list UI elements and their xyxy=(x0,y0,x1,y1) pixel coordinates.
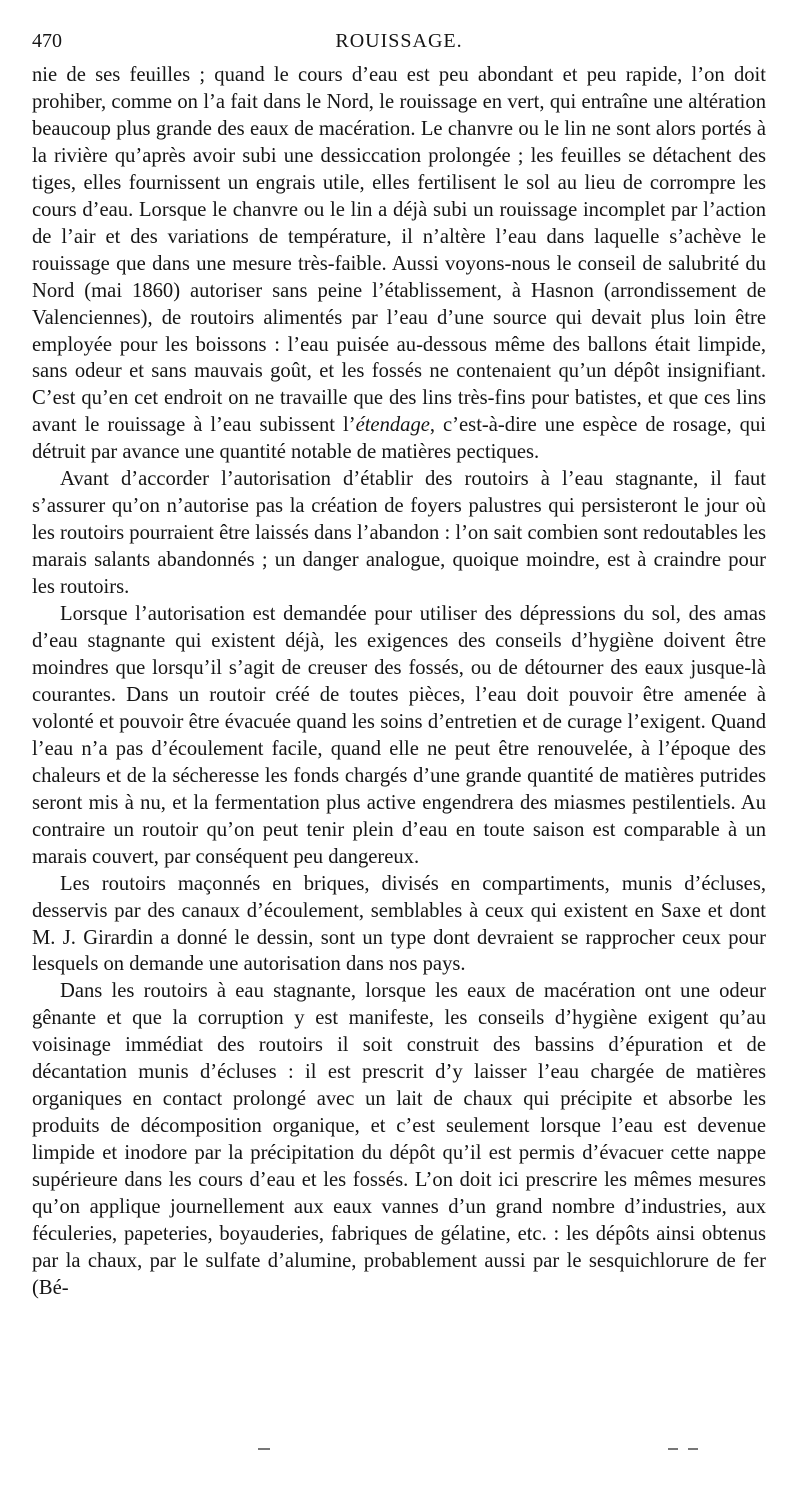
footer-dash-left xyxy=(258,1448,270,1450)
paragraph-3: Lorsque l’autorisation est demandée pour utiliser des dépressions du sol, des amas d’eau stagnante qui existent déjà, les exigences des conseils d’hygiène doivent être moindres que lorsqu’il s’agit de creuser des fossés, ou de détourner des eaux jusque-là courantes. Dans un routoir créé de toutes pièces, l’eau doit pouvoir être amenée à volonté et pouvoir être évacuée quand les soins d’entretien et de curage l’exigent. Quand l’eau n’a pas d’écoulement facile, quand elle ne peut être renouvelée, à l’époque des chaleurs et de la sécheresse les fonds chargés d’une grande quantité de matières putrides seront mis à nu, et la fermentation plus active engendrera des miasmes pestilentiels. Au contraire un routoir qu’on peut tenir plein d’eau en toute saison est comparable à un marais couvert, par conséquent peu dangereux. xyxy=(32,603,766,868)
running-title: ROUISSAGE. xyxy=(335,30,463,52)
paragraph-5: Dans les routoirs à eau stagnante, lorsque les eaux de macération ont une odeur gênante et que la corruption y est manifeste, les conseils d’hygiène exigent qu’au voisinage immédiat des routoirs il soit construit des bassins d’épuration et de décantation munis d’écluses : il est prescrit d’y laisser l’eau chargée de matières organiques en contact prolongé avec un lait de chaux qui précipite et absorbe les produits de décomposition organique, et c’est seulement lorsque l’eau est devenue limpide et inodore par la précipitation du dépôt qu’il est permis d’évacuer cette nappe supérieure dans les cours d’eau et les fossés. L’on doit ici prescrire les mêmes mesures qu’on applique journellement aux eaux vannes d’un grand nombre d’industries, aux féculeries, papeteries, boyauderies, fabriques de gélatine, etc. : les dépôts ainsi obtenus par la chaux, par le sulfate d’alumine, probablement aussi par le sesquichlorure de fer (Bé- xyxy=(32,980,766,1299)
paragraph-2: Avant d’accorder l’autorisation d’établir des routoirs à l’eau stagnante, il faut s’assurer qu’on n’autorise pas la création de foyers palustres qui persisteront le jour où les routoirs pourraient être laissés dans l’abandon : l’on sait combien sont redoutables les marais salants abandonnés ; un danger analogue, quoique moindre, est à craindre pour les routoirs. xyxy=(32,468,766,599)
running-head xyxy=(32,28,766,58)
footer-dash-right-2 xyxy=(688,1448,698,1450)
body-text xyxy=(32,62,766,1302)
italic-term-etendage: étendage xyxy=(355,414,430,437)
page-number: 470 xyxy=(32,30,62,52)
paragraph-1-text-a: nie de ses feuilles ; quand le cours d’eau est peu abondant et peu rapide, l’on doit prohiber, comme on l’a fait dans le Nord, le rouissage en vert, qui entraîne une altération beaucoup plus grande des eaux de macération. Le chanvre ou le lin ne sont alors portés à la rivière qu’après avoir subi une dessiccation prolongée ; les feuilles se détachent des tiges, elles fournissent un engrais utile, elles fertilisent le sol au lieu de corrompre les cours d’eau. Lorsque le chanvre ou le lin a déjà subi un rouissage incomplet par l’action de l’air et des variations de température, il n’altère l’eau dans laquelle s’achève le rouissage que dans une mesure très-faible. Aussi voyons-nous le conseil de salubrité du Nord (mai 1860) autoriser sans peine l’établissement, à Hasnon (arrondissement de Valenciennes), de routoirs alimentés par l’eau d’une source qui devait plus loin être employée pour les boissons : l’eau puisée au-dessous même des ballons était limpide, sans odeur et sans mauvais goût, et les fossés ne contenaient qu’un dépôt insignifiant. C’est qu’en cet endroit on ne travaille que des lins très-fins pour batistes, et que ces lins avant le rouissage à l’eau subissent l’ xyxy=(32,64,766,437)
paragraph-1-text-b: , c’est-à-dire une espèce de rosage, qui détruit par avance une quantité notable de matières pectiques. xyxy=(32,414,766,464)
footer-dash-right-1 xyxy=(668,1448,678,1450)
footer-marks xyxy=(0,1440,800,1460)
paragraph-1 xyxy=(32,62,766,466)
paragraph-4: Les routoirs maçonnés en briques, divisés en compartiments, munis d’écluses, desservis par des canaux d’écoulement, semblables à ceux qui existent en Saxe et dont M. J. Girardin a donné le dessin, sont un type dont devraient se rapprocher ceux pour lesquels on demande une autorisation dans nos pays. xyxy=(32,872,766,976)
